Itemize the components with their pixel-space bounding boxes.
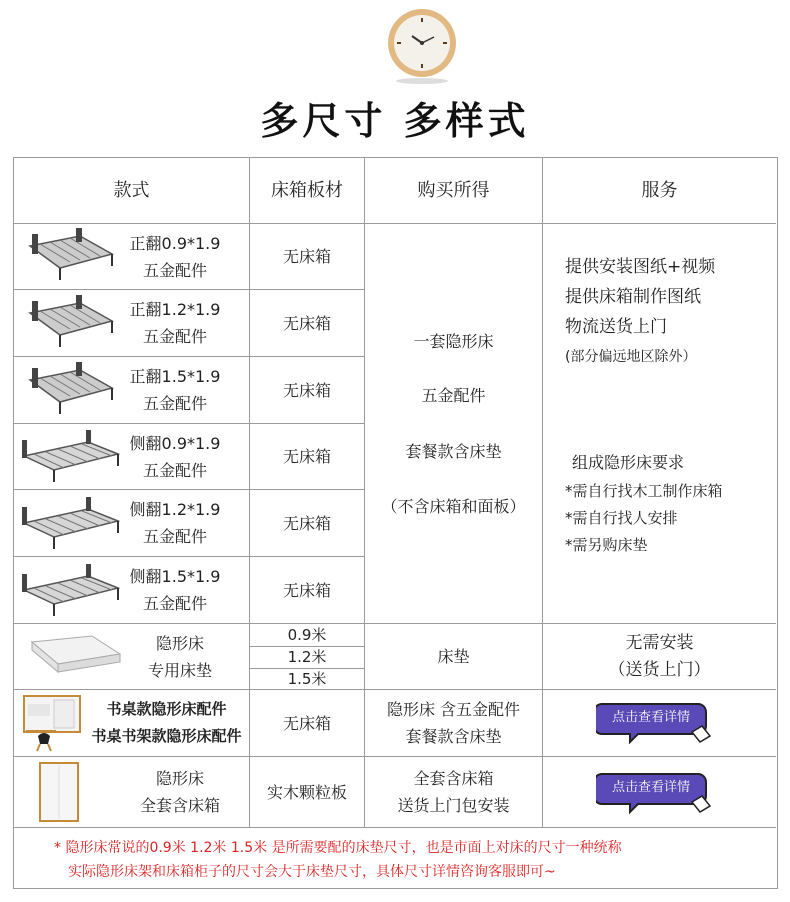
- bed-purchase-item: 一套隐形床: [413, 332, 494, 351]
- page-title: 多尺寸 多样式: [260, 99, 530, 143]
- requirements-list: [565, 478, 723, 559]
- requirements-title: 组成隐形床要求: [572, 453, 685, 472]
- mattress-icon: [28, 632, 124, 680]
- footer-line: 实际隐形床架和床箱柜子的尺寸会大于床垫尺寸，具体尺寸详情咨询客服即可~: [68, 864, 556, 880]
- material-cell: 无床箱: [282, 313, 331, 333]
- service-item: 提供床箱制作图纸: [565, 287, 701, 307]
- bed-frame-icon: [20, 228, 120, 284]
- bed-row-label: 侧翻0.9*1.9 五金配件: [129, 433, 221, 480]
- desk-label: 书桌款隐形床配件 书桌书架款隐形床配件: [91, 700, 242, 745]
- clock-icon: [386, 5, 458, 85]
- wardrobe-bed-icon: [38, 761, 80, 823]
- bed-frame-icon: [18, 428, 122, 484]
- mattress-purchase: 床垫: [437, 647, 470, 666]
- material-cell: 无床箱: [282, 713, 331, 733]
- view-details-button[interactable]: [596, 700, 714, 746]
- footer-note: [14, 828, 776, 886]
- bed-row-label: 正翻1.2*1.9 五金配件: [129, 300, 221, 346]
- material-cell: 无床箱: [282, 380, 331, 400]
- requirement-item: *需自行找木工制作床箱: [565, 482, 723, 500]
- bed-frame-icon: [18, 495, 122, 551]
- mattress-service: 无需安装 （送货上门）: [608, 632, 711, 680]
- service-item: 提供安装图纸+视频: [565, 257, 716, 277]
- header-material: 床箱板材: [271, 180, 343, 201]
- service-item: 物流送货上门: [565, 317, 667, 337]
- bed-frame-icon: [18, 562, 122, 618]
- mattress-size: 0.9米: [287, 625, 327, 644]
- view-details-label: 点击查看详情: [611, 780, 690, 795]
- requirement-item: *需自行找人安排: [565, 509, 678, 527]
- bed-frame-icon: [20, 295, 120, 351]
- material-cell: 无床箱: [282, 580, 331, 600]
- header-purchase: 购买所得: [417, 180, 490, 201]
- material-cell: 无床箱: [282, 513, 331, 533]
- material-cell: 实木颗粒板: [266, 782, 347, 802]
- desk-purchase: 隐形床 含五金配件 套餐款含床垫: [386, 700, 521, 746]
- view-details-button[interactable]: [596, 770, 714, 816]
- service-item: (部分偏远地区除外）: [565, 349, 697, 365]
- bed-row-label: 侧翻1.2*1.9 五金配件: [129, 500, 221, 546]
- bed-row-label: 侧翻1.5*1.9 五金配件: [129, 567, 221, 613]
- header-service: 服务: [641, 180, 678, 201]
- bed-row-label: 正翻1.5*1.9 五金配件: [129, 367, 221, 413]
- bed-purchase-item: 五金配件: [421, 386, 486, 405]
- mattress-label: 隐形床 专用床垫: [147, 633, 212, 680]
- requirement-item: *需另购床垫: [565, 536, 648, 554]
- header-style: 款式: [113, 180, 150, 201]
- desk-bed-icon: [20, 694, 84, 752]
- footer-line: * 隐形床常说的0.9米 1.2米 1.5米 是所需要配的床垫尺寸，也是市面上对床的尺寸一种统称: [54, 840, 622, 856]
- bed-purchase-item: （不含床箱和面板）: [381, 497, 526, 516]
- bed-frame-icon: [20, 362, 120, 418]
- bed-service-list: [565, 252, 715, 372]
- full-set-label: 隐形床 全套含床箱: [139, 769, 220, 815]
- material-cell: 无床箱: [282, 247, 331, 266]
- bed-purchase-item: 套餐款含床垫: [405, 442, 502, 461]
- full-set-purchase: 全套含床箱 送货上门包安装: [397, 769, 510, 815]
- bed-row-label: 正翻0.9*1.9 五金配件: [129, 233, 221, 280]
- mattress-size: 1.5米: [287, 669, 327, 688]
- view-details-label: 点击查看详情: [611, 710, 690, 725]
- mattress-size: 1.2米: [287, 648, 327, 666]
- material-cell: 无床箱: [282, 447, 331, 466]
